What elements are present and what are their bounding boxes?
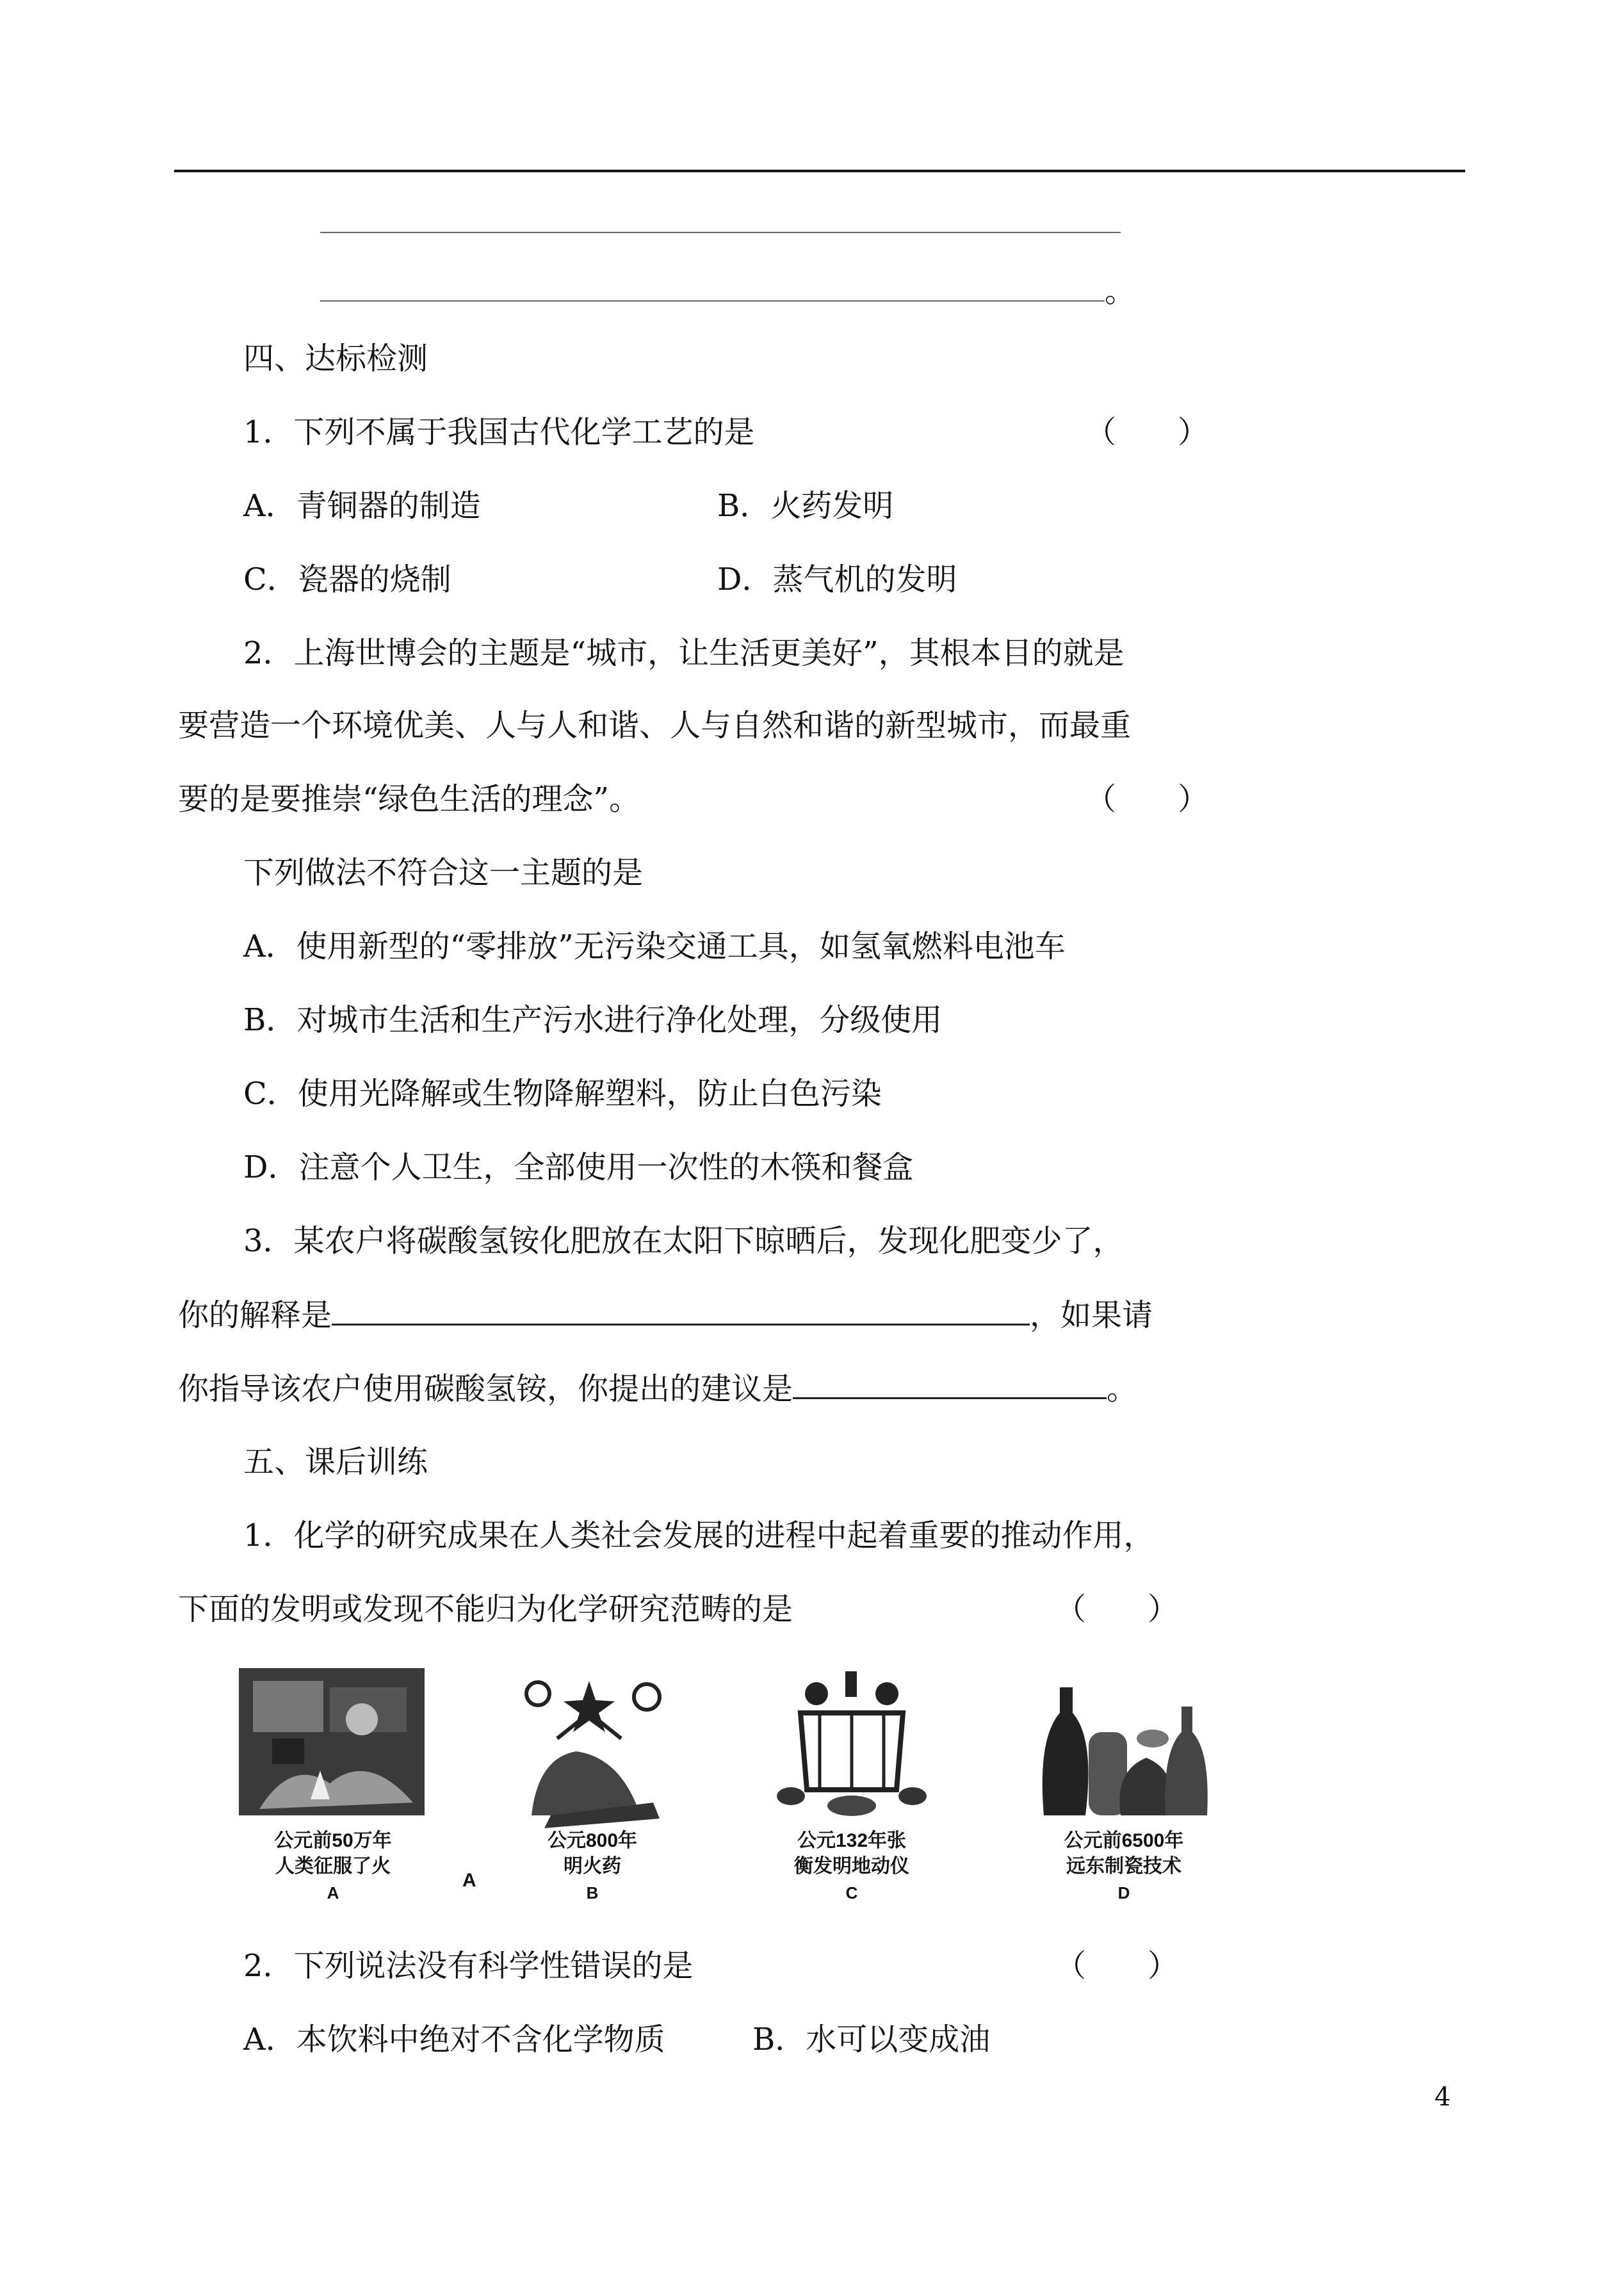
s5-q2-stem: 2．下列说法没有科学性错误的是 xyxy=(243,1948,694,1984)
s5-q2-option-a: A．本饮料中绝对不含化学物质 xyxy=(243,2022,665,2057)
answer-blank-line-1 xyxy=(320,204,1121,242)
figure-seismoscope xyxy=(752,1662,951,1931)
figure-d-caption-2: 远东制瓷技术 xyxy=(1066,1856,1181,1877)
s4-q1-answer-paren: （ ） xyxy=(1085,414,1209,450)
figure-a-caption-2: 人类征服了火 xyxy=(275,1856,391,1877)
s4-q1-option-c: C．瓷器的烧制 xyxy=(243,562,451,597)
figure-porcelain xyxy=(1025,1662,1223,1931)
s4-q3-advice-label: 你指导该农户使用碳酸氢铵，你提出的建议是 xyxy=(178,1371,793,1407)
figure-fire xyxy=(234,1662,432,1931)
s4-q3-explain-tail: ，如果请 xyxy=(1030,1297,1153,1333)
figure-b-caption-2: 明火药 xyxy=(564,1856,621,1877)
s4-q3-line-3 xyxy=(178,1369,1137,1408)
s5-q1-line-1: 1．化学的研究成果在人类社会发展的进程中起着重要的推动作用， xyxy=(243,1518,1155,1553)
seismoscope-illustration xyxy=(752,1662,951,1854)
s4-q2-line-2: 要营造一个环境优美、人与人和谐、人与自然和谐的新型城市，而最重 xyxy=(178,708,1132,743)
s4-q1-stem: 1．下列不属于我国古代化学工艺的是 xyxy=(243,414,755,450)
figure-b-caption-1: 公元800年 xyxy=(547,1830,638,1851)
s4-q2-option-a: A．使用新型的“零排放”无污染交通工具，如氢氧燃料电池车 xyxy=(243,929,1066,964)
porcelain-illustration xyxy=(1025,1662,1223,1854)
s4-q3-line-1: 3．某农户将碳酸氢铵化肥放在太阳下晾晒后，发现化肥变少了， xyxy=(243,1223,1124,1259)
s4-q3-explain-label: 你的解释是 xyxy=(178,1297,332,1333)
s4-q3-advice-blank[interactable] xyxy=(793,1369,1107,1399)
s5-q2-option-b: B．水可以变成油 xyxy=(752,2022,991,2057)
figure-c-caption-2: 衡发明地动仪 xyxy=(794,1856,909,1877)
s4-q2-line-4: 下列做法不符合这一主题的是 xyxy=(243,855,644,891)
fire-illustration xyxy=(234,1662,432,1854)
figure-gunpowder xyxy=(493,1662,692,1931)
figure-d-letter: D xyxy=(1117,1883,1130,1902)
s4-q2-line-3: 要的是要推崇“绿色生活的理念”。 xyxy=(178,781,640,817)
s4-q2-answer-paren: （ ） xyxy=(1085,781,1209,817)
figure-c-caption-1: 公元132年张 xyxy=(797,1830,907,1851)
header-rule xyxy=(174,170,1465,172)
stray-letter-a: A xyxy=(462,1870,476,1891)
s5-q2-answer-paren: （ ） xyxy=(1055,1948,1179,1984)
s5-q1-line-2: 下面的发明或发现不能归为化学研究范畴的是 xyxy=(178,1591,793,1627)
s4-q3-line-2 xyxy=(178,1295,1153,1334)
answer-blank-line-2 xyxy=(320,272,1135,311)
s4-q2-option-b: B．对城市生活和生产污水进行净化处理，分级使用 xyxy=(243,1002,943,1038)
s4-q3-advice-tail: 。 xyxy=(1107,1371,1138,1407)
s5-q1-answer-paren: （ ） xyxy=(1055,1591,1179,1627)
s4-q1-option-b: B．火药发明 xyxy=(717,488,894,524)
s4-q2-option-d: D．注意个人卫生，全部使用一次性的木筷和餐盒 xyxy=(243,1149,914,1185)
s4-q1-option-a: A．青铜器的制造 xyxy=(243,488,481,524)
s4-q3-explain-blank[interactable] xyxy=(332,1295,1030,1326)
figure-d-caption-1: 公元前6500年 xyxy=(1064,1830,1184,1851)
section-5-heading: 五、课后训练 xyxy=(243,1444,428,1480)
figure-a-letter: A xyxy=(327,1883,339,1902)
section-4-heading: 四、达标检测 xyxy=(243,341,428,377)
figure-c-letter: C xyxy=(845,1883,858,1902)
figure-a-caption-1: 公元前50万年 xyxy=(274,1830,392,1851)
s4-q2-line-1: 2．上海世博会的主题是“城市，让生活更美好”，其根本目的就是 xyxy=(243,635,1125,671)
s4-q1-option-d: D．蒸气机的发明 xyxy=(717,562,957,597)
figure-b-letter: B xyxy=(586,1883,599,1902)
end-mark: 。 xyxy=(1105,273,1136,309)
page-number: 4 xyxy=(1434,2082,1451,2112)
gunpowder-illustration xyxy=(493,1662,692,1854)
s4-q2-option-c: C．使用光降解或生物降解塑料，防止白色污染 xyxy=(243,1076,882,1112)
